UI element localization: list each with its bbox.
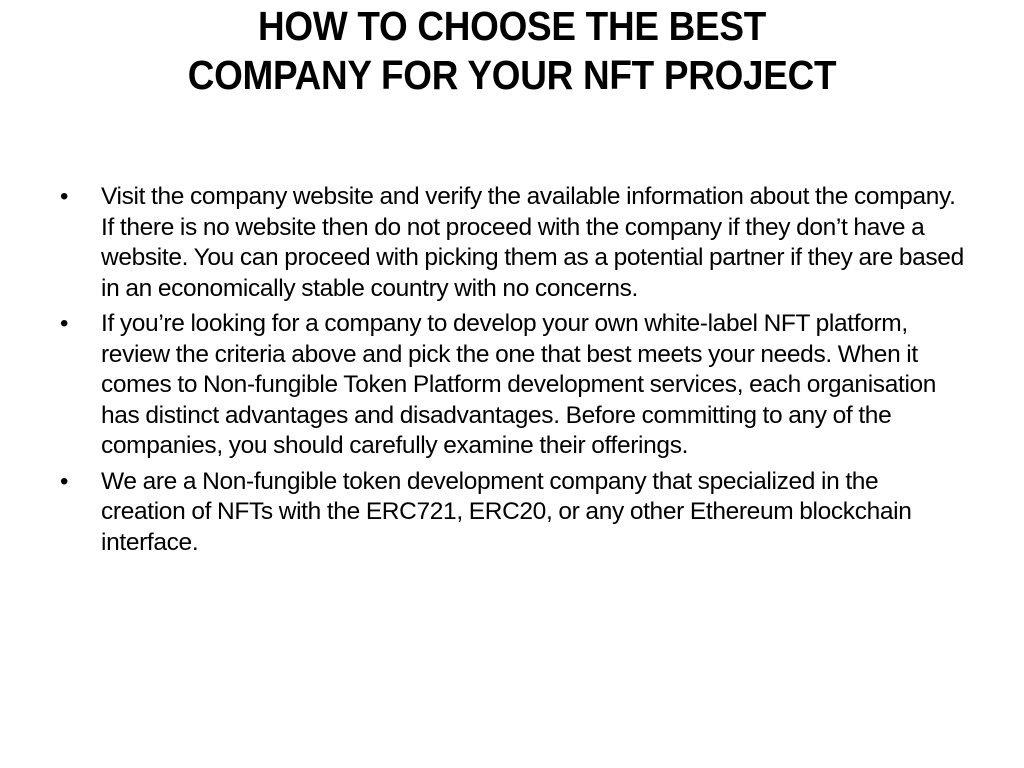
bullet-list: [60, 182, 966, 563]
list-item: [60, 309, 966, 462]
slide-title: HOW TO CHOOSE THE BEST COMPANY FOR YOUR NFT PROJECT: [187, 3, 837, 98]
bullet-icon: •: [60, 310, 69, 337]
list-item: [60, 467, 966, 559]
list-item: [60, 182, 966, 304]
bullet-icon: •: [60, 183, 69, 210]
bullet-text: We are a Non-fungible token development company that specialized in the creation of NFTs with the ERC721, ERC20, or any other Ethereum blockchain interface.: [101, 467, 912, 556]
bullet-text: Visit the company website and verify the available information about the company. If there is no website then do not proceed with the company if they don’t have a website. You can proceed with picking them as a potential partner if they are based in an economically stable country with no concerns.: [101, 183, 964, 302]
bullet-text: If you’re looking for a company to develop your own white-label NFT platform, review the criteria above and pick the one that best meets your needs. When it comes to Non-fungible Token Platform development services, each organisation has distinct advantages and disadvantages. Before committing to any of the companies, you should carefully examine their offerings.: [101, 310, 937, 459]
bullet-icon: •: [60, 467, 69, 495]
